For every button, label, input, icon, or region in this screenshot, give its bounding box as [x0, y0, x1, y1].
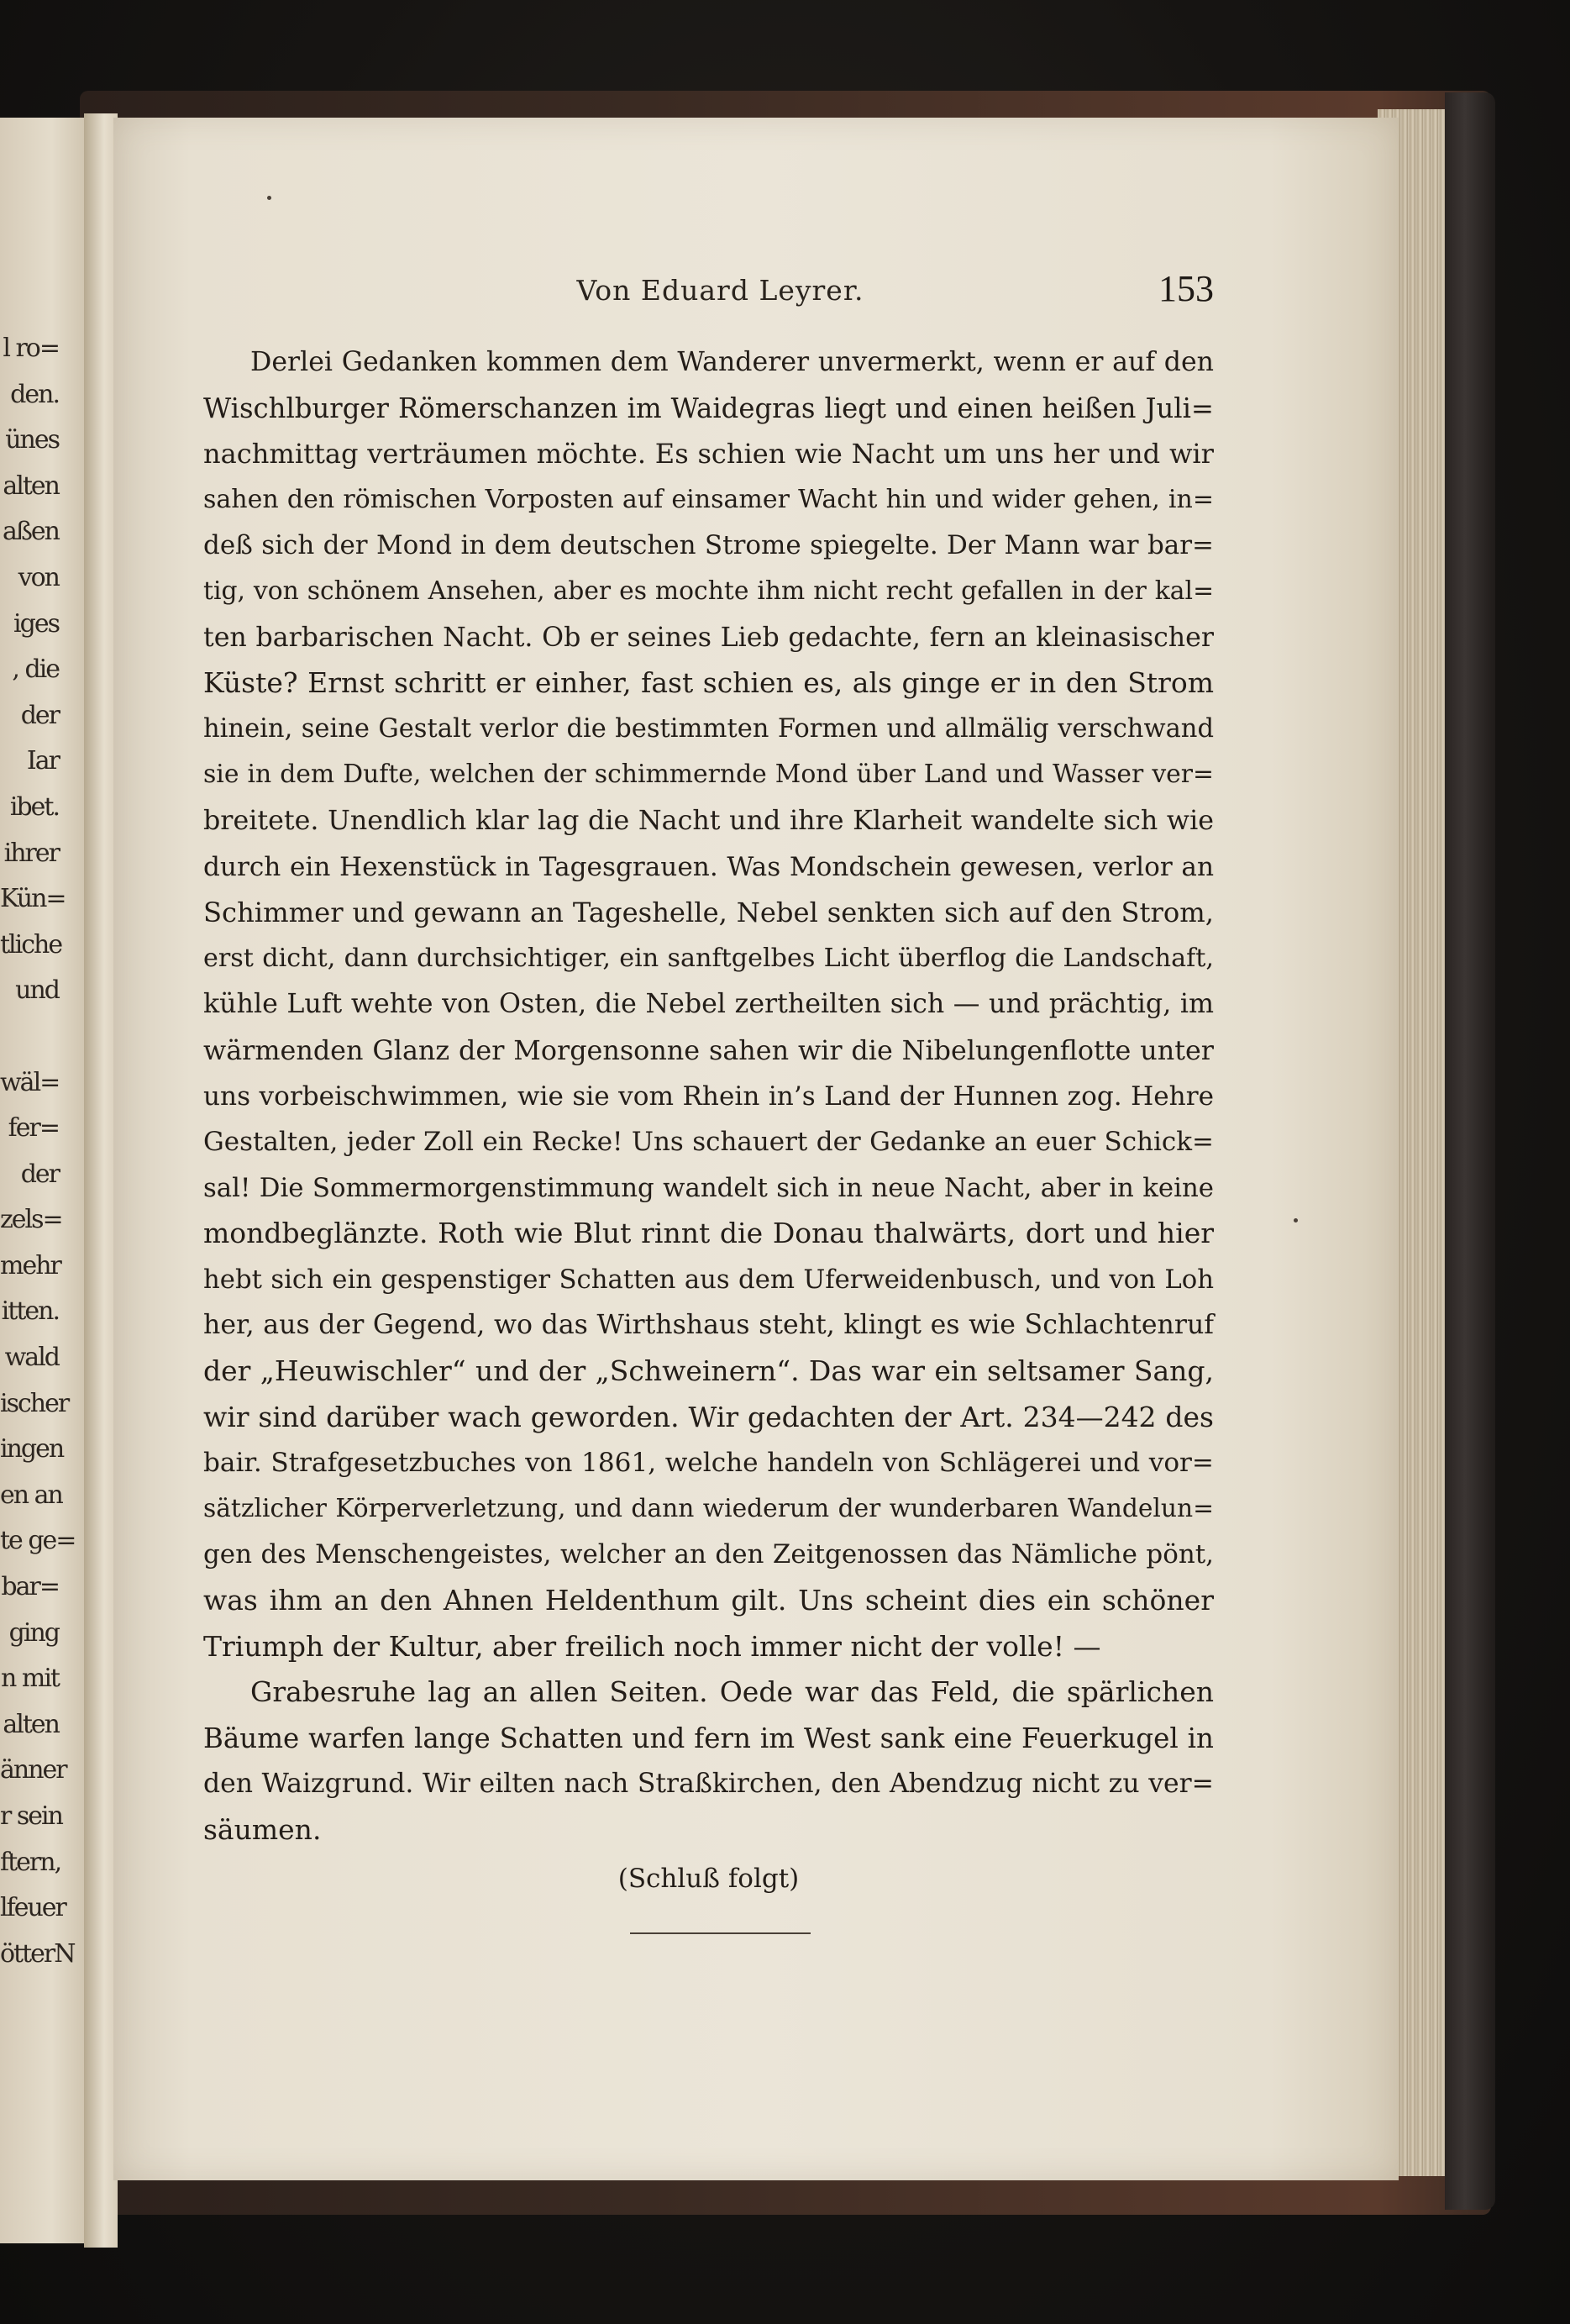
left-page-fragment: wäl= — [0, 1067, 60, 1097]
text-line: wärmenden Glanz der Morgensonne sahen wir die Nibelungenflotte unter — [203, 1033, 1214, 1066]
left-page-fragment: Kün= — [0, 884, 66, 914]
left-page-fragment: en an — [0, 1480, 62, 1510]
left-page-fragment: den. — [10, 379, 59, 409]
left-page-fragment: r sein — [0, 1801, 62, 1831]
text-line: deß sich der Mond in dem deutschen Strome spiegelte. Der Mann war bar= — [203, 530, 1214, 561]
left-page-fragment: iges — [13, 608, 59, 639]
left-page-fragment: zels= — [0, 1205, 62, 1235]
text-line: Derlei Gedanken kommen dem Wanderer unvermerkt, wenn er auf den — [250, 347, 1214, 377]
text-line: sahen den römischen Vorposten auf einsamer Wacht hin und wider gehen, in= — [203, 484, 1214, 514]
text-line: kühle Luft wehte von Osten, die Nebel zertheilten sich — und prächtig, im — [203, 989, 1214, 1020]
page-header — [227, 267, 1214, 326]
left-page-fragment: tliche — [0, 929, 62, 960]
text-line: Gestalten, jeder Zoll ein Recke! Uns schauert der Gedanke an euer Schick= — [203, 1127, 1214, 1158]
continuation-note: (Schluß folgt) — [617, 1863, 800, 1894]
left-page-fragment: änner — [0, 1755, 66, 1785]
text-line: den Waizgrund. Wir eilten nach Straßkirchen, den Abendzug nicht zu ver= — [203, 1769, 1214, 1800]
left-page-fragment: , die — [12, 655, 59, 685]
left-page-fragment: und — [15, 975, 59, 1006]
text-line: uns vorbeischwimmen, wie sie vom Rhein in’s Land der Hunnen zog. Hehre — [203, 1081, 1214, 1112]
text-line: sal! Die Sommermorgenstimmung wandelt sich in neue Nacht, aber in keine — [203, 1172, 1214, 1203]
text-line: durch ein Hexenstück in Tagesgrauen. Was Mondschein gewesen, verlor an — [203, 851, 1214, 882]
left-page-fragment — [0, 1014, 59, 1060]
text-line: sätzlicher Körperverletzung, und dann wiederum der wunderbaren Wandelun= — [203, 1493, 1214, 1523]
text-line: mondbeglänzte. Roth wie Blut rinnt die Donau thalwärts, dort und hier — [203, 1217, 1214, 1250]
running-head: Von Eduard Leyrer. — [576, 274, 864, 307]
left-page-fragment: Iar — [26, 746, 59, 776]
gutter — [84, 113, 118, 2248]
left-page-text — [0, 326, 76, 1977]
left-page-fragment: ötterN — [0, 1938, 75, 1969]
text-line: nachmittag verträumen möchte. Es schien wie Nacht um uns her und wir — [203, 438, 1214, 471]
text-line: Küste? Ernst schritt er einher, fast schien es, als ginge er in den Strom — [203, 666, 1214, 700]
left-page-fragment: l ro= — [3, 334, 59, 363]
text-line: sie in dem Dufte, welchen der schimmernde Mond über Land und Wasser ver= — [203, 760, 1214, 790]
left-page-fragment: ibet. — [9, 791, 59, 822]
paragraph-2 — [203, 1669, 1214, 1853]
left-page-fragment: ihrer — [3, 838, 59, 868]
left-page-fragment: mehr — [0, 1250, 60, 1280]
left-page-fragment: alten — [3, 471, 59, 501]
text-line: Bäume warfen lange Schatten und fern im West sank eine Feuerkugel in — [203, 1722, 1214, 1754]
left-page-fragment: aßen — [3, 517, 59, 547]
left-page-fragment: wald — [4, 1343, 59, 1373]
text-line: gen des Menschengeistes, welcher an den Zeitgenossen das Nämliche pönt, — [203, 1539, 1214, 1570]
text-line: Triumph der Kultur, aber freilich noch immer nicht der volle! — — [203, 1629, 1101, 1663]
cover-edge — [1445, 92, 1495, 2210]
text-line: her, aus der Gegend, wo das Wirthshaus steht, klingt es wie Schlachtenruf — [203, 1310, 1214, 1341]
body-text — [203, 339, 1214, 1904]
left-page-fragment: itten. — [1, 1296, 59, 1327]
text-line: wir sind darüber wach geworden. Wir gedachten der Art. 234—242 des — [203, 1400, 1214, 1433]
paper-speck — [1294, 1218, 1298, 1222]
left-page-fragment: fer= — [8, 1113, 59, 1144]
text-line: ten barbarischen Nacht. Ob er seines Lieb gedachte, fern an kleinasischer — [203, 622, 1214, 653]
text-line: tig, von schönem Ansehen, aber es mochte ihm nicht recht gefallen in der kal= — [203, 576, 1214, 606]
left-page-fragment: ging — [8, 1617, 59, 1648]
text-line: Schimmer und gewann an Tageshelle, Nebel senkten sich auf den Strom, — [203, 896, 1214, 929]
left-page-fragment: lfeuer — [0, 1893, 66, 1923]
end-rule — [630, 1932, 811, 1934]
text-line: was ihm an den Ahnen Heldenthum gilt. Uns scheint dies ein schöner — [203, 1584, 1214, 1617]
left-page-fragment: alten — [3, 1709, 59, 1739]
text-line: Grabesruhe lag an allen Seiten. Oede war das Feld, die spärlichen — [250, 1675, 1214, 1709]
text-line: säumen. — [203, 1813, 322, 1846]
left-page-fragment: te ge= — [0, 1526, 76, 1556]
text-line: Wischlburger Römerschanzen im Waidegras liegt und einen heißen Juli= — [203, 392, 1214, 424]
paragraph-1 — [203, 339, 1214, 1669]
left-page-fragment: bar= — [1, 1572, 59, 1602]
left-page-fragment: ftern, — [0, 1847, 61, 1877]
text-line: erst dicht, dann durchsichtiger, ein sanftgelbes Licht überflog die Landschaft, — [203, 943, 1214, 973]
left-page-fragment: der — [20, 700, 59, 730]
text-line: der „Heuwischler“ und der „Schweinern“. Das war ein seltsamer Sang, — [203, 1354, 1214, 1388]
left-page-fragment: der — [20, 1159, 59, 1189]
left-page-fragment: ingen — [0, 1434, 64, 1464]
left-page-fragment: ischer — [0, 1388, 69, 1418]
left-page-fragment: ünes — [5, 425, 59, 455]
text-line: breitete. Unendlich klar lag die Nacht und ihre Klarheit wandelte sich wie — [203, 805, 1214, 836]
left-page-fragment: n mit — [1, 1664, 59, 1694]
page-number: 153 — [1158, 268, 1214, 309]
left-page-fragment: von — [18, 562, 59, 592]
paper-speck — [267, 196, 271, 200]
text-line: hebt sich ein gespenstiger Schatten aus dem Uferweidenbusch, und von Loh — [203, 1264, 1214, 1295]
text-line: hinein, seine Gestalt verlor die bestimmten Formen und allmälig verschwand — [203, 713, 1214, 744]
text-line: bair. Strafgesetzbuches von 1861, welche handeln von Schlägerei und vor= — [203, 1448, 1214, 1479]
